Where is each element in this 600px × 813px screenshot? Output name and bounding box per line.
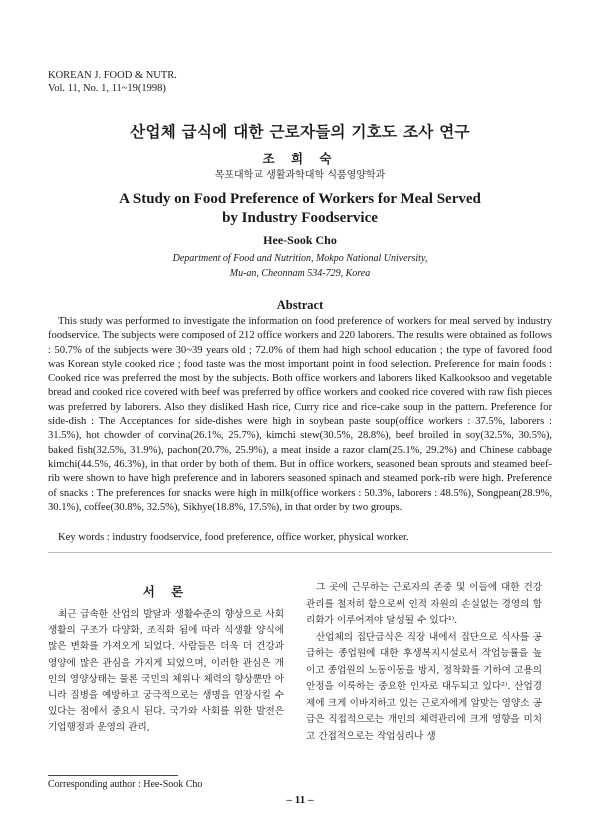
abstract-body: This study was performed to investigate the information on food preference of workers for meal served by industry foodservice. The subjects were composed of 212 office workers and 220 laborers. The results were obtained as follows : 50.7% of the subjects were 30~39 years old ; 72.0% of them had high school education ; the type of favored food was Korean style cooked rice ; food taste was the most important point in food selection. Preference for main foods : Cooked rice was preferred the most by the subjects. Both office workers and laborers liked Kalkooksoo and vegetable bread and cooked rice covered with beef was preferred by office workers and cooked rice covered with raw fish pieces was preferred by laborers. Also they disliked Hash rice, Curry rice and rice-cake soup in the pattern. Preference for side-dish : The Acceptances for side-dishes were high in soybean paste soup(office workers : 37.5%, laborers : 31.5%), hot chowder of corvina(26.1%, 25.7%), kimchi stew(30.5%, 28.8%), beef broiled in soy(32.5%, 30.5%), baked fish(32.5%, 31.9%), pachon(20.7%, 25.9%), a meat inside a razor clam(25.1%, 29.2%) and Chinese cabbage kimchi(44.5%, 46.3%), in that order by both of them. But in office workers, seasoned bean sprouts and steamed beef-rib were shown to have high preference and in laborers seasoned spinach and steamed pork-rib were high. Preference of snacks : The preferences for snacks were high in milk(office workers : 50.3%, laborers : 48.5%), Songpean(28.9%, 30.1%), coffee(30.8%, 32.5%), Sikhye(18.8%, 17.5%), in that order by two groups. (48, 316, 552, 513)
right-column-paragraph-1: 그 곳에 근무하는 근로자의 존중 및 이들에 대한 건강관리를 철저히 함으로써 인적 자원의 손실없는 경영의 합리화가 이루어져야 달성될 수 있다¹⁾. (306, 582, 542, 626)
english-title (0, 190, 600, 228)
journal-volume: Vol. 11, No. 1, 11~19(1998) (48, 83, 166, 94)
english-title-line-2: by Industry Foodservice (222, 210, 378, 226)
korean-author: 조 희 숙 (262, 151, 338, 166)
section-divider (48, 552, 552, 553)
affiliation-line-1: Department of Food and Nutrition, Mokpo National University, (172, 253, 428, 264)
korean-title: 산업체 급식에 대한 근로자들의 기호도 조사 연구 (130, 123, 470, 141)
left-column-paragraph: 최근 급속한 산업의 발달과 생활수준의 향상으로 사회생활의 구조가 다양화, 조직화 됨에 따라 식생활 양식에 많은 변화를 가져오게 되었다. 사람들은 더욱 더 건강과 영양에 많은 관심을 가지게 되었으며, 이러한 관심은 개인의 영양상태는 물론 국민의 체위나 체력의 향상뿐만 아니라 질병을 예방하고 궁극적으로는 생명을 연장시킬 수 있다는 점에서 중요시 된다. 국가와 사회를 위한 발전은 기업행정과 운영의 관리, (48, 609, 284, 734)
abstract-heading: Abstract (276, 298, 324, 312)
right-column (306, 580, 542, 745)
journal-citation (48, 69, 177, 95)
left-column (48, 607, 284, 737)
section-heading-introduction: 서 론 (142, 584, 190, 599)
journal-name: KOREAN J. FOOD & NUTR. (48, 70, 177, 81)
english-author: Hee-Sook Cho (263, 233, 337, 247)
keywords: Key words : industry foodservice, food preference, office worker, physical worker. (58, 532, 409, 543)
corresponding-author-footnote: Corresponding author : Hee-Sook Cho (48, 779, 203, 790)
footnote-rule (48, 775, 178, 776)
page-number: – 11 – (286, 794, 314, 806)
affiliation-line-2: Mu-an, Cheonnam 534-729, Korea (229, 268, 371, 279)
right-column-paragraph-2: 산업체의 집단급식은 직장 내에서 집단으로 식사를 공급하는 종업원에 대한 후생복지시설로서 작업능률을 높이고 종업원의 노동이동을 방지, 정착화를 기하여 고용의 안정을 이룩하는 중요한 인자로 대두되고 있다²⁾. 산업경제에 크게 이바지하고 있는 근로자에게 알맞는 영양소 공급은 직접적으로는 개인의 체력관리에 크게 영향을 미치고 간접적으로는 작업심리나 생 (306, 631, 542, 742)
korean-affiliation: 목포대학교 생활과학대학 식품영양학과 (214, 170, 386, 181)
english-title-line-1: A Study on Food Preference of Workers for Meal Served (119, 191, 481, 207)
english-affiliation (0, 251, 600, 281)
